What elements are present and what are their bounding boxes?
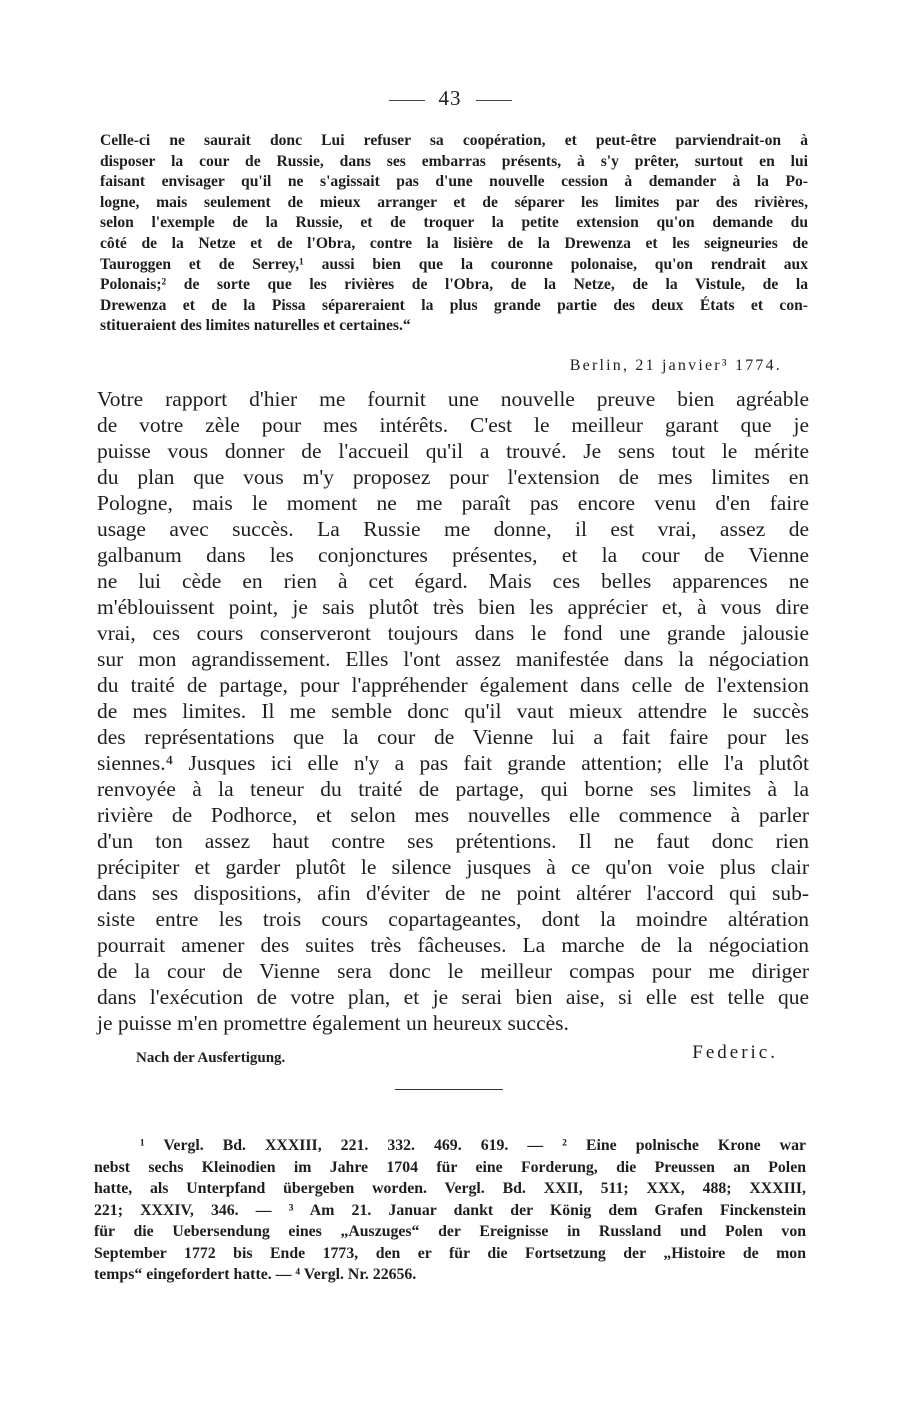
- letter-line: dans ses dispositions, afin d'éviter de ne point altérer l'accord qui sub-: [97, 881, 809, 905]
- letter-line: Votre rapport d'hier me fournit une nouvelle preuve bien agréable: [97, 387, 809, 411]
- quote-line: Drewenza et de la Pissa sépareraient la plus grande partie des deux États et con-: [100, 296, 808, 314]
- footnote-line: ¹ Vergl. Bd. XXXIII, 221. 332. 469. 619. — ² Eine polnische Krone war: [140, 1137, 806, 1154]
- letter-line: Pologne, mais le moment ne me paraît pas encore venu d'en faire: [97, 491, 809, 515]
- source-note: Nach der Ausfertigung.: [136, 1050, 286, 1066]
- quote-line: selon l'exemple de la Russie, et de troquer la petite extension qu'on demande du: [100, 214, 808, 232]
- quote-line: Tauroggen et de Serrey,¹ aussi bien que la couronne polonaise, qu'on rendrait aux: [100, 255, 808, 273]
- letter-line: de mes limites. Il me semble donc qu'il vaut mieux attendre le succès: [97, 699, 809, 723]
- letter-line: précipiter et garder plutôt le silence jusques à ce qu'on voie plus clair: [97, 855, 809, 879]
- letter-line: du plan que vous m'y proposez pour l'extension de mes limites en: [97, 465, 809, 489]
- quote-line: disposer la cour de Russie, dans ses embarras présents, à s'y prêter, surtout en lui: [100, 152, 808, 170]
- letter-line: je puisse m'en promettre également un heureux succès.: [97, 1011, 569, 1035]
- quote-line: côté de la Netze et de l'Obra, contre la lisière de la Drewenza et les seigneuries de: [100, 234, 808, 252]
- letter-line: vrai, ces cours conserveront toujours dans le fond une grande jalousie: [97, 621, 809, 645]
- letter-line: m'éblouissent point, je sais plutôt très bien les apprécier et, à vous dire: [97, 595, 809, 619]
- page-number: 43: [438, 86, 462, 110]
- quoted-report: [100, 131, 808, 337]
- letter-line: siennes.⁴ Jusques ici elle n'y a pas fait grande attention; elle l'a plutôt: [97, 751, 809, 775]
- footnote-line: hatte, als Unterpfand übergeben worden. Vergl. Bd. XXII, 511; XXX, 488; XXXIII,: [94, 1180, 806, 1197]
- footnote-separator: [395, 1089, 503, 1090]
- letter-line: rivière de Podhorce, et selon mes nouvelles elle commence à parler: [97, 803, 809, 827]
- letter-line: de votre zèle pour mes intérêts. C'est le meilleur garant que je: [97, 413, 809, 437]
- footnote-line: temps“ eingefordert hatte. — ⁴ Vergl. Nr. 22656.: [94, 1266, 417, 1283]
- letter-line: pourrait amener des suites très fâcheuses. La marche de la négociation: [97, 933, 809, 957]
- footnotes: [94, 1135, 806, 1286]
- dateline: Berlin, 21 janvier³ 1774.: [569, 357, 782, 374]
- header-rule-left: [389, 100, 425, 101]
- letter-line: ne lui cède en rien à cet égard. Mais ces belles apparences ne: [97, 569, 809, 593]
- letter-line: renvoyée à la teneur du traité de partage, qui borne ses limites à la: [97, 777, 809, 801]
- letter-line: siste entre les trois cours copartageantes, dont la moindre altération: [97, 907, 809, 931]
- letter-line: du traité de partage, pour l'appréhender également dans celle de l'extension: [97, 673, 809, 697]
- letter-line: usage avec succès. La Russie me donne, il est vrai, assez de: [97, 517, 809, 541]
- footnote-line: für die Uebersendung eines „Auszuges“ der Ereignisse in Russland und Polen von: [94, 1223, 806, 1240]
- letter-line: galbanum dans les conjonctures présentes, et la cour de Vienne: [97, 543, 809, 567]
- signature: Federic.: [692, 1042, 778, 1063]
- footnote-line: nebst sechs Kleinodien im Jahre 1704 für eine Forderung, die Preussen an Polen: [94, 1158, 806, 1176]
- quote-line: Celle-ci ne saurait donc Lui refuser sa coopération, et peut-être parviendrait-on à: [100, 132, 808, 149]
- footnote-line: 221; XXXIV, 346. — ³ Am 21. Januar dankt der König dem Grafen Finckenstein: [94, 1201, 806, 1219]
- letter-line: d'un ton assez haut contre ses prétentions. Il ne faut donc rien: [97, 829, 809, 853]
- letter-line: des représentations que la cour de Vienne lui a fait faire pour les: [97, 725, 809, 749]
- page-header: [0, 86, 900, 111]
- letter-body: [97, 386, 809, 1036]
- footnote-line: September 1772 bis Ende 1773, den er für die Fortsetzung der „Histoire de mon: [94, 1244, 806, 1262]
- letter-line: puisse vous donner de l'accueil qu'il a trouvé. Je sens tout le mérite: [97, 439, 809, 463]
- header-rule-right: [476, 100, 512, 101]
- quote-line: faisant envisager qu'il ne s'agissait pas d'une nouvelle cession à demander à la Po-: [100, 173, 808, 191]
- letter-line: sur mon agrandissement. Elles l'ont assez manifestée dans la négociation: [97, 647, 809, 671]
- quote-line: stitueraient des limites naturelles et certaines.“: [100, 317, 411, 335]
- letter-line: dans l'exécution de votre plan, et je serai bien aise, si elle est telle que: [97, 985, 809, 1009]
- quote-line: Polonais;² de sorte que les rivières de l'Obra, de la Netze, de la Vistule, de la: [100, 276, 808, 294]
- letter-line: de la cour de Vienne sera donc le meilleur compas pour me diriger: [97, 959, 809, 983]
- quote-line: logne, mais seulement de mieux arranger et de séparer les limites par des rivières,: [100, 193, 808, 211]
